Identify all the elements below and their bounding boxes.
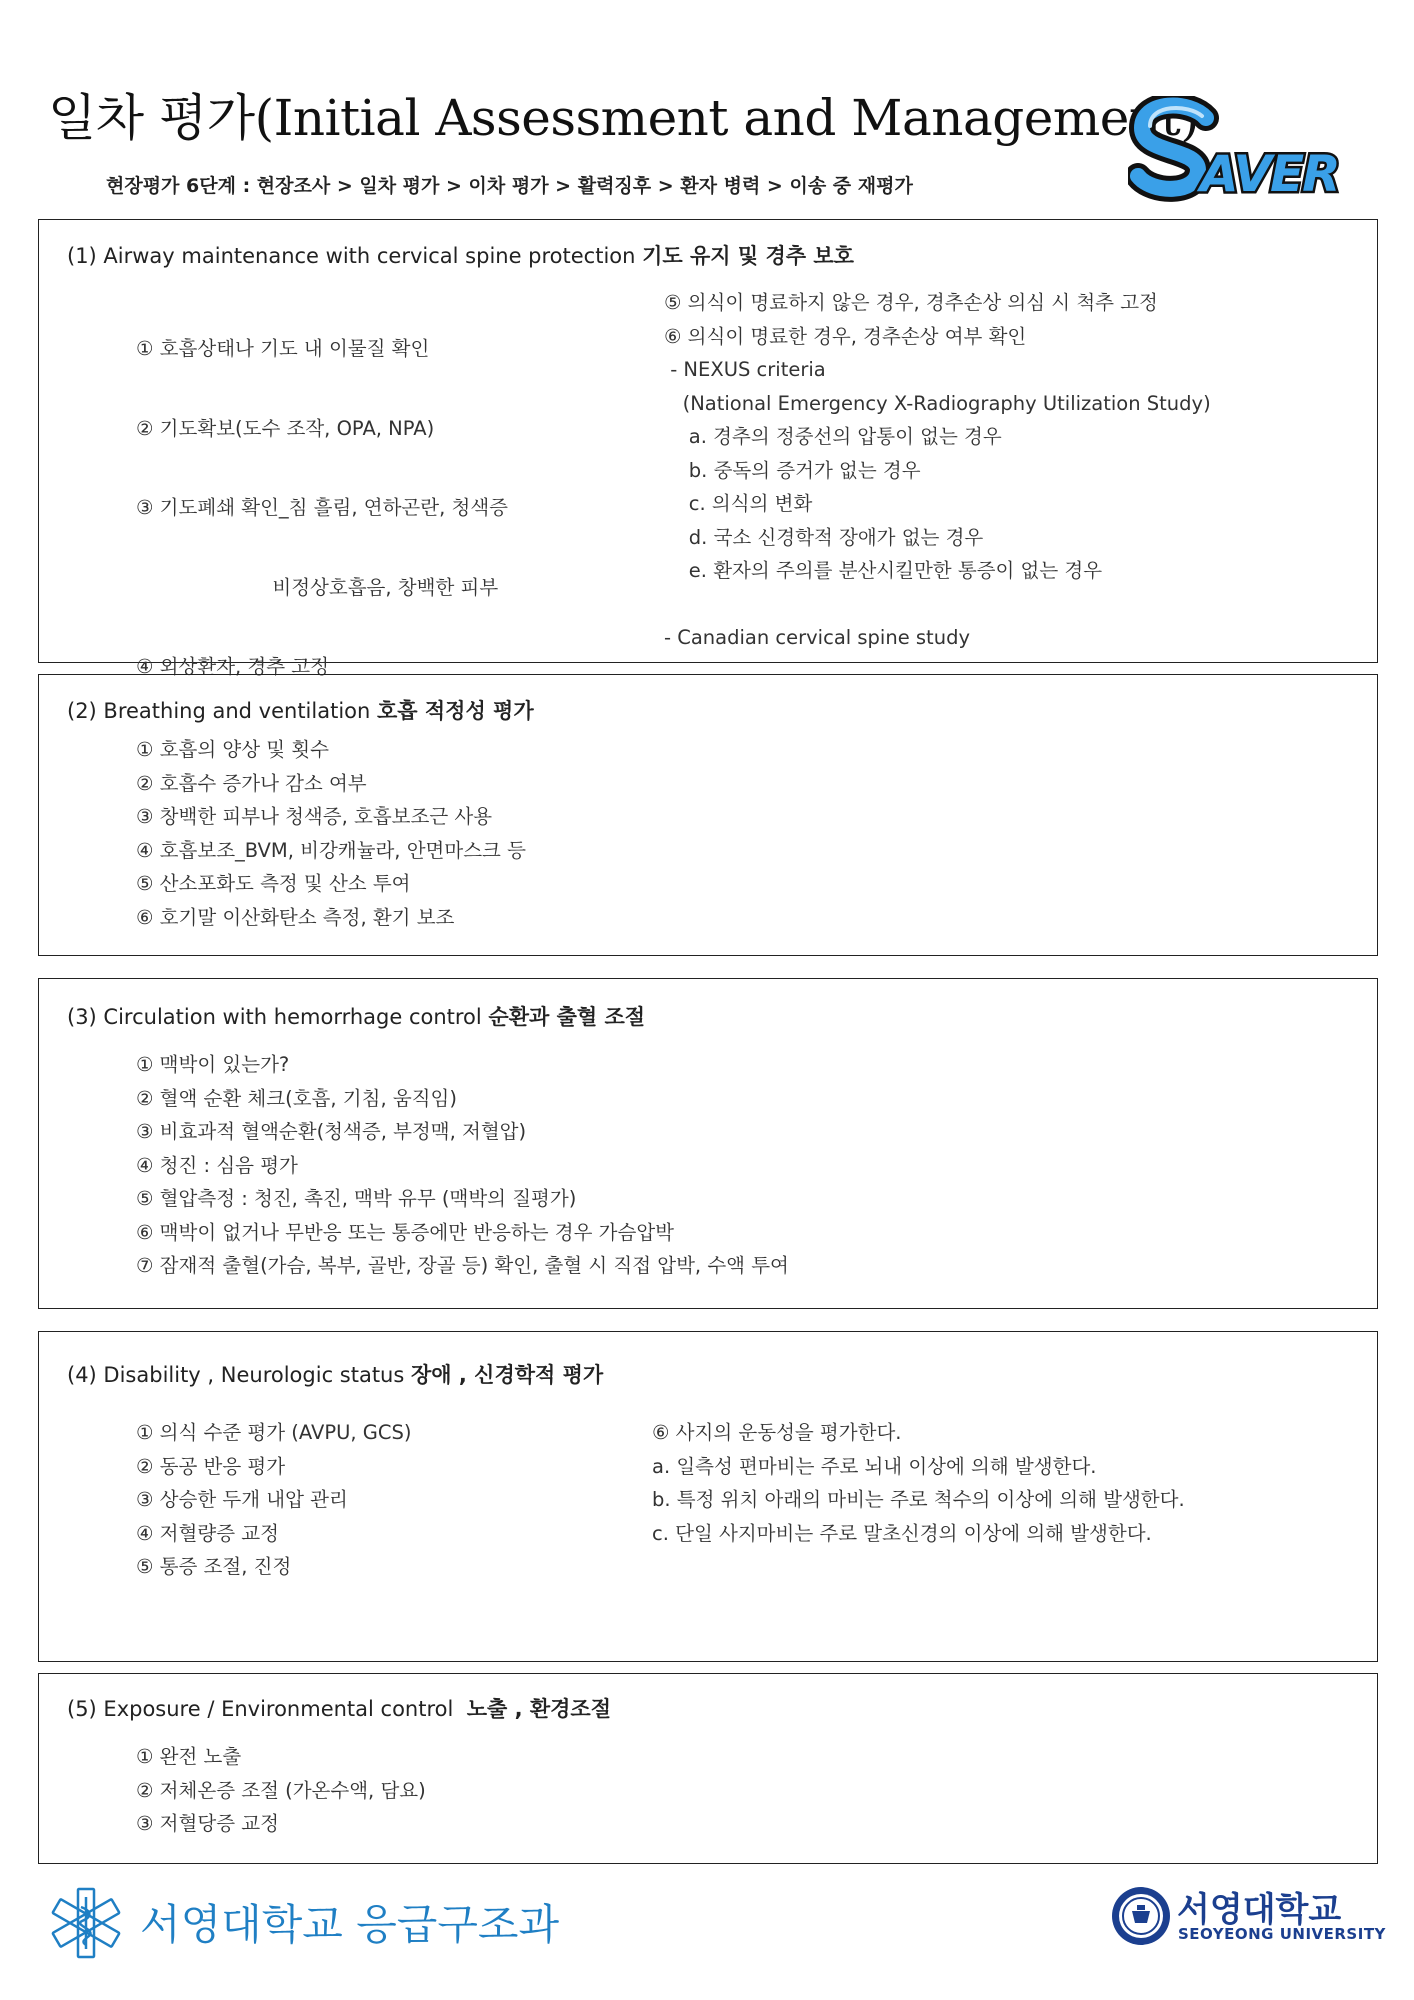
section-exposure-title: (5) Exposure / Environmental control 노출 , 환경조절: [67, 1697, 612, 1721]
list-item: - NEXUS criteria: [664, 358, 826, 381]
list-item: (National Emergency X-Radiography Utilization Study): [664, 391, 1211, 415]
section-disability-title: (4) Disability , Neurologic status 장애 , 신경학적 평가: [67, 1363, 604, 1387]
list-item: ③ 저혈당증 교정: [136, 1812, 279, 1835]
list-item: ① 맥박이 있는가?: [136, 1053, 290, 1076]
list-item: ② 기도확보(도수 조작, OPA, NPA): [136, 416, 435, 440]
list-item: b. 특정 위치 아래의 마비는 주로 척수의 이상에 의해 발생한다.: [652, 1488, 1185, 1511]
list-item: d. 국소 신경학적 장애가 없는 경우: [664, 525, 984, 549]
list-item: ⑥ 맥박이 없거나 무반응 또는 통증에만 반응하는 경우 가슴압박: [136, 1220, 674, 1244]
list-item: ① 호흡상태나 기도 내 이물질 확인: [136, 337, 430, 360]
list-item: c. 단일 사지마비는 주로 말초신경의 이상에 의해 발생한다.: [652, 1521, 1152, 1545]
list-item: ① 완전 노출: [136, 1745, 242, 1768]
list-item: ④ 저혈량증 교정: [136, 1521, 279, 1545]
list-item: ③ 비효과적 혈액순환(청색증, 부정맥, 저혈압): [136, 1120, 527, 1143]
section-airway-right-list: [664, 286, 1211, 655]
section-exposure-list: [136, 1740, 426, 1841]
list-item: ⑤ 산소포화도 측정 및 산소 투여: [136, 872, 411, 895]
list-item: ④ 외상환자, 경추 고정: [136, 655, 329, 678]
list-item: ③ 기도폐쇄 확인_침 흘림, 연하곤란, 청색증: [136, 496, 509, 519]
list-item: c. 의식의 변화: [664, 492, 813, 515]
list-item: ② 저체온증 조절 (가온수액, 담요): [136, 1778, 426, 1802]
list-item: - Canadian cervical spine study: [664, 626, 970, 649]
list-item: ⑤ 혈압측정 : 청진, 촉진, 맥박 유무 (맥박의 질평가): [136, 1187, 577, 1210]
university-name-en: SEOYEONG UNIVERSITY: [1178, 1925, 1386, 1943]
section-breathing-title: (2) Breathing and ventilation 호흡 적정성 평가: [67, 699, 534, 723]
section-circulation-list: [136, 1048, 789, 1283]
list-item: ② 호흡수 증가나 감소 여부: [136, 771, 367, 795]
list-item: a. 경추의 정중선의 압통이 없는 경우: [664, 425, 1002, 448]
page-title: 일차 평가(Initial Assessment and Management): [48, 89, 1200, 147]
department-name: 서영대학교 응급구조과: [140, 1900, 560, 1949]
section-circulation-title: (3) Circulation with hemorrhage control 순환과 출혈 조절: [67, 1005, 646, 1029]
list-item: ⑤ 통증 조절, 진정: [136, 1555, 292, 1578]
assessment-steps: 현장평가 6단계 : 현장조사 > 일차 평가 > 이차 평가 > 활력징후 > 환자 병력 > 이송 중 재평가: [106, 175, 913, 197]
saver-logo: [1128, 96, 1354, 206]
university-name-kr: 서영대학교: [1177, 1890, 1342, 1930]
list-item: 비정상호흡음, 창백한 피부: [136, 575, 499, 599]
section-airway-title: (1) Airway maintenance with cervical spine protection 기도 유지 및 경추 보호: [67, 244, 854, 268]
list-item: ⑤ 의식이 명료하지 않은 경우, 경추손상 의심 시 척추 고정: [664, 291, 1158, 314]
list-item: a. 일측성 편마비는 주로 뇌내 이상에 의해 발생한다.: [652, 1454, 1097, 1478]
list-item: ⑦ 잠재적 출혈(가슴, 복부, 골반, 장골 등) 확인, 출혈 시 직접 압박, 수액 투여: [136, 1254, 789, 1277]
section-airway-left-list: [136, 286, 508, 707]
list-item: e. 환자의 주의를 분산시킬만한 통증이 없는 경우: [664, 559, 1103, 582]
list-item: ② 혈액 순환 체크(호흡, 기침, 움직임): [136, 1086, 457, 1110]
list-item: ⑥ 사지의 운동성을 평가한다.: [652, 1421, 902, 1444]
list-item: ⑥ 호기말 이산화탄소 측정, 환기 보조: [136, 905, 455, 929]
list-item: [664, 588, 1211, 622]
list-item: ① 의식 수준 평가 (AVPU, GCS): [136, 1421, 412, 1444]
university-seal-icon: [1110, 1885, 1172, 1947]
list-item: ③ 상승한 두개 내압 관리: [136, 1488, 348, 1511]
list-item: ① 호흡의 양상 및 횟수: [136, 738, 329, 761]
section-breathing-list: [136, 733, 526, 934]
star-of-life-icon: [48, 1885, 124, 1961]
list-item: ④ 호흡보조_BVM, 비강캐뉼라, 안면마스크 등: [136, 838, 526, 862]
section-disability-right-list: [652, 1416, 1185, 1550]
svg-text:AVER: AVER: [1200, 145, 1339, 203]
section-disability-left-list: [136, 1416, 411, 1584]
list-item: ② 동공 반응 평가: [136, 1454, 286, 1478]
list-item: b. 중독의 증거가 없는 경우: [664, 458, 921, 482]
list-item: ⑥ 의식이 명료한 경우, 경추손상 여부 확인: [664, 324, 1027, 348]
list-item: ③ 창백한 피부나 청색증, 호흡보조근 사용: [136, 805, 493, 828]
list-item: ④ 청진 : 심음 평가: [136, 1153, 298, 1177]
